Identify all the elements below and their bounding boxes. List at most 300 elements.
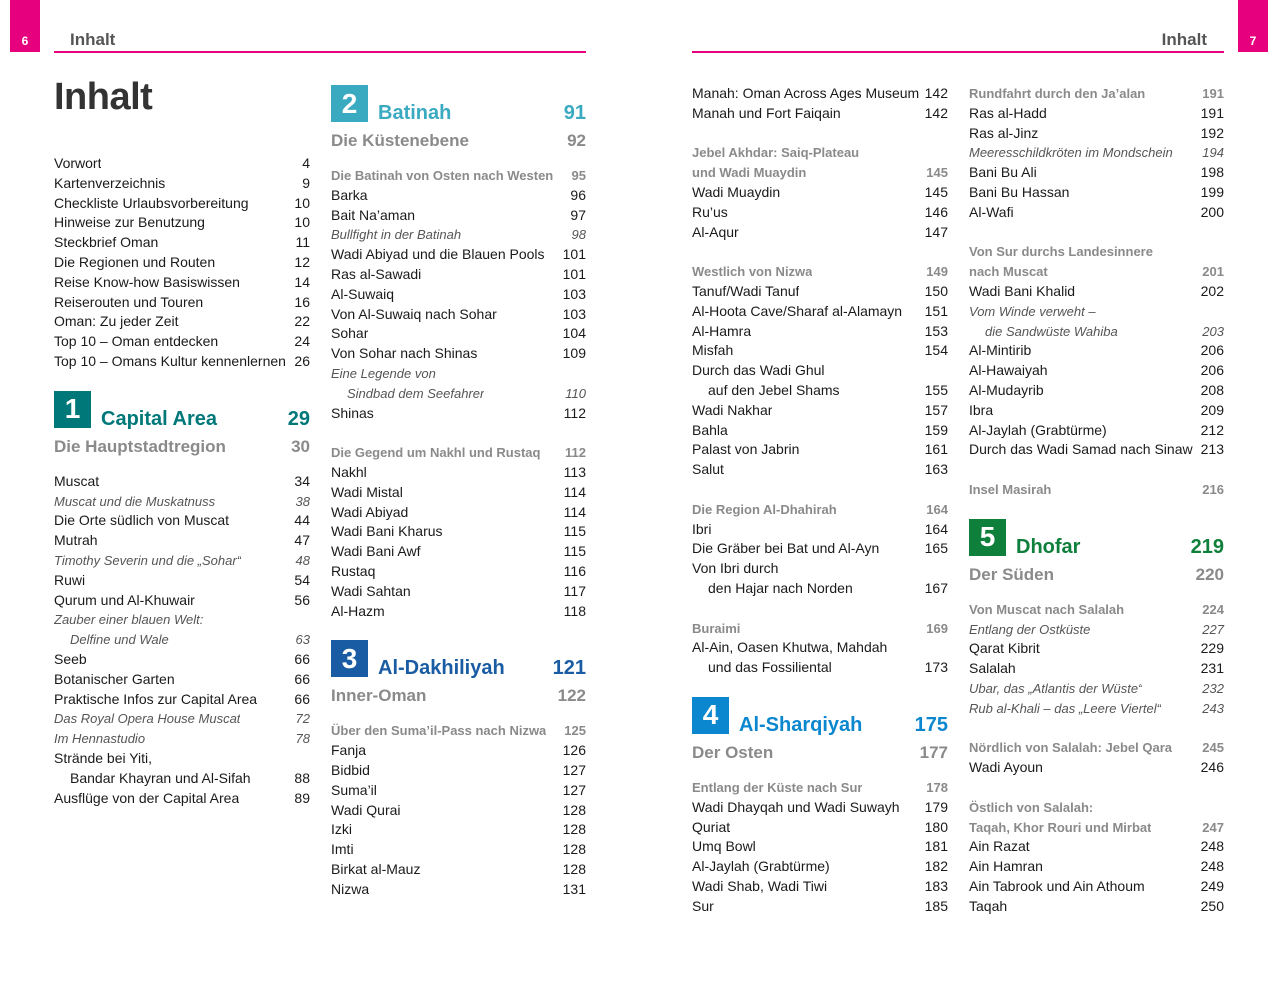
toc-entry-title: Sohar — [331, 325, 369, 342]
toc-entry — [692, 798, 948, 818]
toc-entry-title: Bahla — [692, 421, 728, 438]
toc-entry-title: Ras al-Jinz — [969, 124, 1039, 141]
toc-entry-page — [1220, 302, 1224, 322]
toc-entry — [692, 460, 948, 480]
chapter-number-box: 2 — [331, 85, 368, 122]
toc-entry-page: 212 — [1200, 421, 1224, 438]
chapter-heading — [331, 82, 586, 122]
toc-entry — [54, 511, 310, 531]
toc-entry — [331, 761, 586, 781]
toc-entry-page: 169 — [926, 620, 948, 636]
toc-entry-title: Vorwort — [54, 155, 102, 171]
toc-entry — [54, 273, 310, 293]
toc-entry-title: Muscat — [54, 472, 100, 489]
toc-entry-title: Bullfight in der Batinah — [331, 227, 462, 243]
toc-entry — [331, 443, 586, 463]
toc-entry-title: Al-Hawaiyah — [969, 362, 1048, 379]
toc-entry — [692, 778, 948, 798]
toc-entry — [692, 163, 948, 183]
toc-entry — [692, 341, 948, 361]
toc-entry — [969, 679, 1224, 699]
toc-entry-title: Die Region Al-Dhahirah — [692, 501, 837, 517]
toc-entry — [331, 463, 586, 483]
chapter-title: Dhofar — [1016, 535, 1081, 558]
chapter-title: Batinah — [378, 102, 452, 124]
toc-entry — [331, 741, 586, 761]
toc-entry-page: 206 — [1200, 362, 1224, 379]
toc-entry-page: 220 — [1195, 564, 1224, 584]
toc-entry-title: Ain Razat — [969, 838, 1030, 855]
toc-entry-page: 22 — [294, 313, 310, 330]
toc-entry — [969, 341, 1224, 361]
page-number-tab-left — [10, 0, 40, 52]
toc-entry — [969, 282, 1224, 302]
toc-entry-title: Jebel Akhdar: Saiq-Plateau — [692, 145, 860, 161]
toc-entry-title: Von Sohar nach Shinas — [331, 345, 478, 362]
toc-entry-title: Buraimi — [692, 620, 741, 636]
toc-entry-page: 142 — [924, 85, 948, 101]
toc-entry — [692, 500, 948, 520]
toc-entry-page: 246 — [1200, 759, 1224, 776]
toc-entry — [969, 183, 1224, 203]
toc-entry — [331, 801, 586, 821]
toc-entry — [331, 840, 586, 860]
toc-entry-page: 150 — [924, 282, 948, 299]
toc-entry-title: Wadi Bani Awf — [331, 543, 421, 560]
toc-entry-page: 88 — [294, 769, 310, 786]
toc-entry — [969, 124, 1224, 144]
toc-entry-page: 97 — [570, 206, 586, 223]
toc-entry-page: 95 — [571, 168, 586, 183]
toc-entry-page: 128 — [562, 821, 586, 838]
toc-entry-page: 117 — [563, 582, 586, 599]
toc-entry — [331, 860, 586, 880]
toc-entry-page: 198 — [1200, 164, 1224, 181]
toc-entry-title: Die Orte südlich von Muscat — [54, 512, 230, 529]
toc-entry-title: Nakhl — [331, 463, 367, 480]
chapter-number-box: 3 — [331, 640, 368, 677]
toc-column-2 — [331, 76, 586, 900]
toc-entry-title: Von Muscat nach Salalah — [969, 601, 1125, 617]
toc-entry — [969, 401, 1224, 421]
toc-entry — [969, 421, 1224, 441]
toc-entry — [54, 749, 310, 769]
toc-entry — [969, 758, 1224, 778]
toc-entry-page: 11 — [295, 234, 310, 251]
toc-entry-title: Wadi Nakhar — [692, 401, 773, 418]
toc-intro-list — [54, 154, 310, 372]
toc-entry-page: 109 — [562, 345, 586, 362]
toc-entry-page: 115 — [563, 543, 586, 560]
toc-entry-title: Durch das Wadi Ghul — [692, 362, 825, 379]
toc-entry-title: Manah: Oman Across Ages Museum — [692, 85, 920, 101]
toc-entry-title: Ain Hamran — [969, 858, 1043, 875]
toc-entry — [969, 381, 1224, 401]
toc-entry-page: 208 — [1200, 381, 1224, 398]
toc-entry-page: 183 — [924, 877, 948, 894]
toc-entry — [54, 213, 310, 233]
toc-entry-page: 114 — [563, 483, 586, 500]
toc-entry — [692, 619, 948, 639]
toc-entry — [969, 897, 1224, 917]
toc-entry — [969, 699, 1224, 719]
toc-entry-title: Taqah, Khor Rouri und Mirbat — [969, 819, 1152, 835]
chapter-5 — [969, 516, 1224, 917]
toc-entry-title: Suma’il — [331, 781, 377, 798]
header-rule-right — [692, 51, 1224, 53]
toc-entry-title: Palast von Jabrin — [692, 441, 800, 458]
toc-entry-page: 201 — [1202, 264, 1224, 280]
toc-entry-page: 72 — [295, 711, 310, 727]
toc-entry-page: 128 — [562, 860, 586, 877]
toc-entry — [54, 352, 310, 372]
toc-entry-title: Wadi Qurai — [331, 801, 401, 818]
toc-entry — [331, 384, 586, 404]
toc-entry-title: Timothy Severin und die „Sohar“ — [54, 552, 242, 568]
toc-entry — [692, 143, 948, 163]
toc-entry-page: 103 — [562, 305, 586, 322]
toc-entry-title: Wadi Bani Kharus — [331, 523, 443, 540]
toc-entry-page: 164 — [926, 501, 948, 517]
toc-entry — [692, 877, 948, 897]
toc-entry-title: Ibri — [692, 520, 712, 537]
toc-entry-title: Birkat al-Mauz — [331, 860, 421, 877]
toc-entry-title: Durch das Wadi Samad nach Sinaw — [969, 441, 1193, 458]
toc-entry-title: Top 10 – Omans Kultur kennenlernen — [54, 352, 286, 369]
toc-entry — [331, 245, 586, 265]
toc-entry — [54, 769, 310, 789]
toc-entry-page: 209 — [1200, 401, 1224, 418]
toc-entry — [969, 857, 1224, 877]
toc-entry-page: 248 — [1200, 858, 1224, 875]
toc-entry — [54, 729, 310, 749]
chapter-page: 175 — [914, 713, 948, 736]
toc-entry — [969, 104, 1224, 124]
toc-entry-page: 116 — [563, 562, 586, 579]
toc-entry-title: Insel Masirah — [969, 481, 1052, 497]
toc-entry-page: 145 — [926, 165, 948, 181]
toc-entry — [54, 709, 310, 729]
toc-entry — [54, 531, 310, 551]
toc-entry-page: 232 — [1202, 680, 1224, 696]
toc-entry-title: Von Ibri durch — [692, 560, 779, 577]
toc-entry-page: 122 — [557, 686, 586, 706]
toc-entry-page: 78 — [295, 731, 310, 747]
toc-entry-title: Die Regionen und Routen — [54, 253, 216, 270]
toc-entry-page: 128 — [562, 841, 586, 858]
toc-entry-title: Seeb — [54, 650, 87, 667]
toc-entry-title: Reiserouten und Touren — [54, 293, 204, 310]
toc-entry-page: 157 — [924, 401, 948, 418]
toc-entry-title: Vom Winde verweht – — [969, 303, 1096, 319]
toc-entry-title: Checkliste Urlaubsvorbereitung — [54, 194, 249, 211]
toc-entry-title: Al-Hamra — [692, 322, 752, 339]
header-rule-left — [54, 51, 586, 53]
toc-entry-page: 112 — [563, 404, 586, 421]
toc-entry-title: Barka — [331, 186, 368, 203]
toc-entry — [969, 242, 1224, 262]
toc-entry-title: nach Muscat — [969, 264, 1048, 280]
toc-entry-page: 96 — [570, 186, 586, 203]
toc-entry-page: 128 — [562, 801, 586, 818]
toc-entry-title: Al-Mudayrib — [969, 381, 1044, 398]
region-heading — [331, 130, 586, 152]
toc-entry-page: 147 — [924, 223, 948, 240]
toc-entry-page: 118 — [563, 602, 586, 619]
toc-entry-title: Die Küstenebene — [331, 131, 469, 150]
toc-entry-page: 194 — [1202, 145, 1224, 161]
toc-entry-page: 159 — [924, 421, 948, 438]
toc-entry-page: 125 — [564, 723, 586, 739]
toc-entry — [54, 650, 310, 670]
chapter-page: 219 — [1190, 535, 1224, 558]
toc-entry-title: Qarat Kibrit — [969, 640, 1040, 657]
toc-entry-title: Ubar, das „Atlantis der Wüste“ — [969, 680, 1143, 696]
toc-entry — [692, 520, 948, 540]
chapter-heading — [969, 516, 1224, 556]
toc-entry-page: 182 — [924, 858, 948, 875]
toc-entry-title: Al-Hazm — [331, 602, 385, 619]
toc-entry — [969, 143, 1224, 163]
toc-entry-page: 66 — [294, 650, 310, 667]
toc-entry-title: Ain Tabrook und Ain Athoum — [969, 877, 1145, 894]
chapter-number-box: 5 — [969, 519, 1006, 556]
toc-entry-title: Rub al-Khali – das „Leere Viertel“ — [969, 700, 1161, 716]
toc-entry — [331, 265, 586, 285]
toc-entry — [54, 312, 310, 332]
toc-entry — [692, 579, 948, 599]
toc-entry-title: Qurum und Al-Khuwair — [54, 591, 195, 608]
toc-entry — [54, 789, 310, 809]
toc-entry-page: 63 — [295, 632, 310, 648]
toc-entry-title: Eine Legende von — [331, 365, 436, 381]
toc-entry-title: Wadi Mistal — [331, 483, 403, 500]
toc-entry-title: Von Al-Suwaiq nach Sohar — [331, 305, 497, 322]
toc-entry — [54, 670, 310, 690]
toc-entry — [54, 472, 310, 492]
toc-entry — [54, 630, 310, 650]
chapter-2 — [331, 82, 586, 621]
toc-entry-page: 155 — [924, 381, 948, 398]
toc-entry-page: 30 — [291, 436, 310, 456]
toc-entry — [692, 262, 948, 282]
toc-entry — [54, 690, 310, 710]
toc-entry — [331, 225, 586, 245]
toc-entry-page: 250 — [1200, 897, 1224, 914]
chapter-3 — [331, 637, 586, 899]
toc-entry-title: Die Gegend um Nakhl und Rustaq — [331, 445, 541, 461]
toc-entry-page: 14 — [294, 273, 310, 290]
toc-entry-page: 163 — [924, 461, 948, 478]
toc-entry — [692, 897, 948, 917]
toc-entry — [692, 818, 948, 838]
toc-entry-title: Wadi Muaydin — [692, 183, 781, 200]
toc-entry — [969, 361, 1224, 381]
toc-entry-page: 142 — [924, 104, 948, 121]
chapter-heading — [692, 694, 948, 734]
chapter-heading — [54, 388, 310, 428]
toc-entry-page: 89 — [294, 789, 310, 806]
toc-entry-title: Imti — [331, 841, 354, 858]
toc-entry-page: 145 — [924, 183, 948, 200]
toc-entry — [692, 223, 948, 243]
toc-entry-page — [1220, 798, 1224, 818]
toc-entry-title: Entlang der Ostküste — [969, 621, 1091, 637]
toc-entry — [54, 253, 310, 273]
toc-entry-page: 229 — [1200, 640, 1224, 657]
toc-entry-title: Taqah — [969, 897, 1008, 914]
toc-entry-page — [582, 364, 586, 384]
toc-entry-page: 56 — [294, 591, 310, 608]
page-title: Inhalt — [54, 76, 153, 118]
toc-entry-title: Ru’us — [692, 203, 728, 220]
toc-entry-title: auf den Jebel Shams — [708, 381, 840, 398]
toc-entry-page: 114 — [563, 503, 586, 520]
toc-entry-title: Die Gräber bei Bat und Al-Ayn — [692, 540, 880, 557]
toc-entry-page: 178 — [926, 779, 948, 795]
toc-entry-page: 173 — [924, 659, 948, 676]
toc-entry — [331, 206, 586, 226]
toc-entry-page: 213 — [1200, 441, 1224, 458]
toc-entry — [692, 302, 948, 322]
toc-entry — [692, 857, 948, 877]
toc-entry-title: Mutrah — [54, 532, 98, 549]
toc-entry-title: Das Royal Opera House Muscat — [54, 711, 241, 727]
toc-entry-title: Umq Bowl — [692, 838, 756, 855]
toc-entry-title: Wadi Ayoun — [969, 759, 1043, 776]
toc-entry-page: 181 — [924, 838, 948, 855]
toc-entry-page: 192 — [1200, 124, 1224, 141]
toc-entry — [969, 203, 1224, 223]
toc-entry — [54, 610, 310, 630]
toc-entry — [54, 233, 310, 253]
toc-entry-title: Top 10 – Oman entdecken — [54, 333, 219, 350]
toc-entry-page — [944, 638, 948, 658]
toc-entry-title: Al-Ain, Oasen Khutwa, Mahdah — [692, 639, 888, 656]
toc-entry-title: Al-Wafi — [969, 203, 1014, 220]
toc-entry-title: Al-Hoota Cave/Sharaf al-Alamayn — [692, 302, 903, 319]
chapter-page: 91 — [563, 102, 586, 124]
toc-entry — [969, 639, 1224, 659]
page-number-left: 6 — [21, 34, 29, 48]
toc-entry-title: Ras al-Sawadi — [331, 265, 422, 282]
toc-entry-page: 66 — [294, 670, 310, 687]
toc-entry-page: 113 — [563, 463, 586, 480]
toc-entry-page: 131 — [562, 880, 586, 897]
toc-entry — [54, 492, 310, 512]
toc-entry-title: Die Batinah von Osten nach Westen — [331, 168, 554, 183]
toc-entry-page: 243 — [1202, 700, 1224, 716]
toc-entry — [969, 262, 1224, 282]
toc-entry-page: 26 — [294, 352, 310, 369]
toc-entry-page: 127 — [562, 781, 586, 798]
toc-entry-page: 203 — [1202, 323, 1224, 339]
toc-entry-page: 216 — [1202, 481, 1224, 497]
toc-entry-page: 44 — [294, 512, 310, 529]
toc-entry-title: Delfine und Wale — [70, 632, 169, 648]
toc-entry-title: Hinweise zur Benutzung — [54, 214, 205, 231]
toc-entry-title: Misfah — [692, 342, 734, 359]
toc-entry — [692, 440, 948, 460]
toc-entry-page: 165 — [924, 540, 948, 557]
toc-entry — [54, 194, 310, 214]
toc-entry-page: 98 — [571, 227, 586, 243]
toc-entry-title: Bait Na’aman — [331, 206, 416, 223]
toc-entry-page: 115 — [563, 523, 586, 540]
toc-entry-page: 110 — [565, 385, 586, 401]
toc-entry-page: 224 — [1202, 601, 1224, 617]
toc-entry-page — [944, 559, 948, 579]
toc-entry-title: Izki — [331, 821, 352, 838]
toc-entry-page: 92 — [567, 131, 586, 150]
region-heading — [969, 564, 1224, 586]
toc-entry-page — [306, 610, 310, 630]
toc-entry — [331, 781, 586, 801]
toc-entry-title: Bani Bu Hassan — [969, 183, 1070, 200]
toc-entry-title: Fanja — [331, 742, 367, 759]
toc-entry-title: Ausflüge von der Capital Area — [54, 789, 240, 806]
toc-entry-page: 179 — [924, 798, 948, 815]
toc-entry-page: 200 — [1200, 203, 1224, 220]
toc-entry — [692, 638, 948, 658]
toc-entry-page: 10 — [294, 194, 310, 211]
toc-entry-title: Rundfahrt durch den Ja’alan — [969, 86, 1146, 101]
toc-entry-title: Über den Suma’il-Pass nach Nizwa — [331, 723, 547, 739]
toc-entry — [692, 361, 948, 381]
toc-entry-page: 202 — [1200, 282, 1224, 299]
toc-entry-title: Die Hauptstadtregion — [54, 436, 226, 456]
toc-entry-page: 149 — [926, 264, 948, 280]
toc-entry — [331, 364, 586, 384]
toc-entry-page — [944, 361, 948, 381]
toc-entry — [692, 559, 948, 579]
toc-entry-title: Meeresschildkröten im Mondschein — [969, 145, 1173, 161]
toc-entry-page: 104 — [562, 325, 586, 342]
toc-entry-title: Praktische Infos zur Capital Area — [54, 690, 258, 707]
toc-entry-page: 12 — [294, 253, 310, 270]
toc-entry-page: 153 — [924, 322, 948, 339]
toc-entry-title: Entlang der Küste nach Sur — [692, 779, 863, 795]
chapter-heading — [331, 637, 586, 680]
toc-entry — [331, 582, 586, 602]
toc-entry — [54, 571, 310, 591]
toc-entry-title: Bandar Khayran und Al-Sifah — [70, 769, 251, 786]
toc-entry-page: 206 — [1200, 342, 1224, 359]
toc-entry-page: 185 — [924, 897, 948, 914]
toc-entry-page: 101 — [562, 246, 586, 263]
toc-entry — [54, 293, 310, 313]
toc-entry — [692, 183, 948, 203]
toc-entry-title: Sindbad dem Seefahrer — [347, 385, 485, 401]
toc-entry-page: 146 — [924, 203, 948, 220]
chapter-4 — [692, 694, 948, 917]
toc-entry-title: Muscat und die Muskatnuss — [54, 493, 216, 509]
chapter-number-box: 4 — [692, 697, 729, 734]
toc-entry-page: 9 — [302, 174, 310, 191]
running-header-left: Inhalt — [70, 30, 116, 49]
toc-entry-title: Rustaq — [331, 562, 376, 579]
toc-entry-title: Wadi Abiyad — [331, 503, 409, 520]
chapter-number-box: 1 — [54, 391, 91, 428]
page-number-tab-right — [1238, 0, 1268, 52]
toc-entry-page: 191 — [1200, 104, 1224, 121]
toc-entry — [54, 154, 310, 174]
toc-entry — [692, 539, 948, 559]
running-header-right: Inhalt — [1161, 30, 1207, 49]
toc-entry-title: Bidbid — [331, 761, 370, 778]
toc-entry-title: Sur — [692, 897, 714, 914]
toc-entry-page — [944, 143, 948, 163]
